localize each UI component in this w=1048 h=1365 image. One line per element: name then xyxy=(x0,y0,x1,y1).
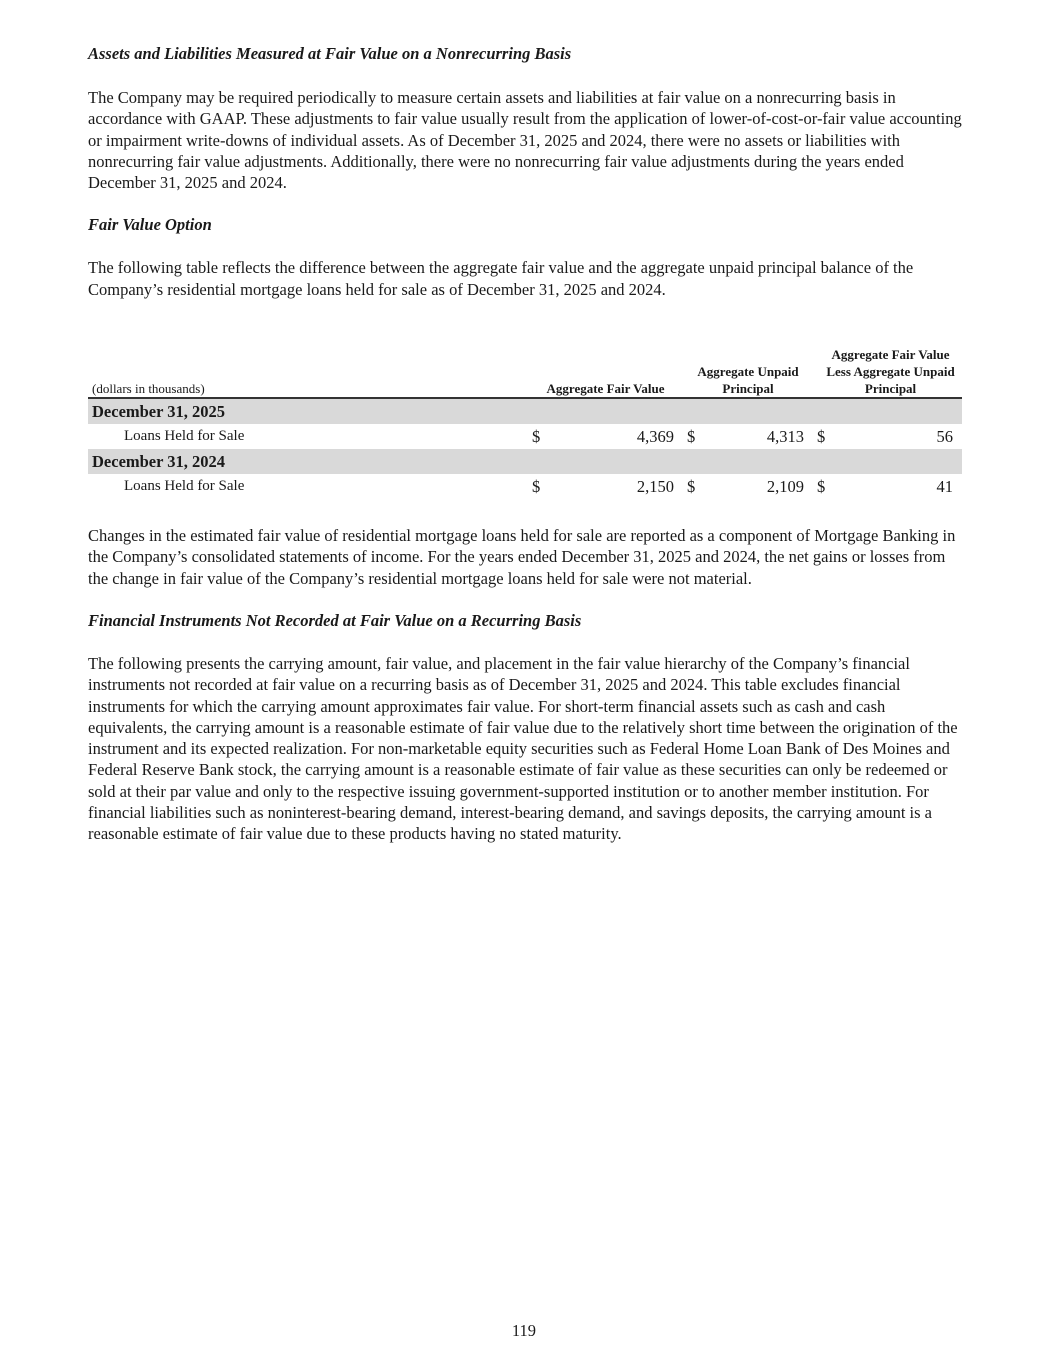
section-heading-fair-value-option: Fair Value Option xyxy=(88,215,212,235)
currency-symbol: $ xyxy=(532,476,541,496)
cell-fair-value: 2,150 xyxy=(636,476,675,496)
currency-symbol: $ xyxy=(687,476,696,496)
fair-value-table xyxy=(88,346,962,499)
cell-difference: 41 xyxy=(936,476,954,496)
section-heading-not-recorded: Financial Instruments Not Recorded at Fair Value on a Recurring Basis xyxy=(88,610,582,630)
table-group-row xyxy=(88,449,962,474)
paragraph-after-table: Changes in the estimated fair value of residential mortgage loans held for sale are reported as a component of Mortgage Banking in the Company’s consolidated statements of income. For the years ended December 31, 2025 and 2024, the net gains or losses from the change in fair value of the Company’s residential mortgage loans held for sale were not material. xyxy=(88,526,956,588)
column-header-unpaid-principal: Aggregate Unpaid Principal xyxy=(683,346,813,398)
units-label: (dollars in thousands) xyxy=(88,346,528,398)
cell-unpaid-principal: 4,313 xyxy=(766,426,805,446)
cell-difference: 56 xyxy=(936,426,954,446)
document-page xyxy=(88,43,962,845)
table-row xyxy=(88,424,962,449)
page-number: 119 xyxy=(511,1321,537,1340)
paragraph-nonrecurring: The Company may be required periodically to measure certain assets and liabilities at fair value on a nonrecurring basis in accordance with GAAP. These adjustments to fair value usually result from the application of lower-of-cost-or-fair value accounting or impairment write-downs of individual assets. As of December 31, 2025 and 2024, there were no assets or liabilities with nonrecurring fair value adjustments. Additionally, there were no nonrecurring fair value adjustments during the years ended December 31, 2025 and 2024. xyxy=(88,88,962,193)
currency-symbol: $ xyxy=(532,426,541,446)
group-label: December 31, 2024 xyxy=(88,449,528,474)
row-label: Loans Held for Sale xyxy=(124,478,245,495)
currency-symbol: $ xyxy=(817,476,826,496)
table-group-row xyxy=(88,398,962,424)
paragraph-fair-value-option: The following table reflects the difference between the aggregate fair value and the aggregate unpaid principal balance of the Company’s residential mortgage loans held for sale as of December 31, 2025 and 2024. xyxy=(88,258,914,299)
section-heading-nonrecurring: Assets and Liabilities Measured at Fair Value on a Nonrecurring Basis xyxy=(88,44,572,63)
row-label: Loans Held for Sale xyxy=(124,428,245,445)
column-header-difference: Aggregate Fair Value Less Aggregate Unpaid Principal xyxy=(813,346,962,398)
currency-symbol: $ xyxy=(817,426,826,446)
cell-unpaid-principal: 2,109 xyxy=(766,476,805,496)
currency-symbol: $ xyxy=(687,426,696,446)
paragraph-not-recorded: The following presents the carrying amount, fair value, and placement in the fair value hierarchy of the Company’s financial instruments not recorded at fair value on a recurring basis as of December 31, 2025 and 2024. This table excludes financial instruments for which the carrying amount approximates fair value. For short-term financial assets such as cash and cash equivalents, the carrying amount is a reasonable estimate of fair value due to the relatively short time between the origination of the instrument and its expected realization. For non-marketable equity securities such as Federal Home Loan Bank of Des Moines and Federal Reserve Bank stock, the carrying amount is a reasonable estimate of fair value as these securities can only be redeemed or sold at their par value and only to the respective issuing government-supported institution or to another member institution. For financial liabilities such as noninterest-bearing demand, interest-bearing demand, and savings deposits, the carrying amount is a reasonable estimate of fair value due to these products having no stated maturity. xyxy=(88,653,958,844)
cell-fair-value: 4,369 xyxy=(636,426,675,446)
column-header-fair-value: Aggregate Fair Value xyxy=(528,346,683,398)
table-row xyxy=(88,474,962,499)
group-label: December 31, 2025 xyxy=(88,398,528,424)
table-header-row xyxy=(88,346,962,398)
